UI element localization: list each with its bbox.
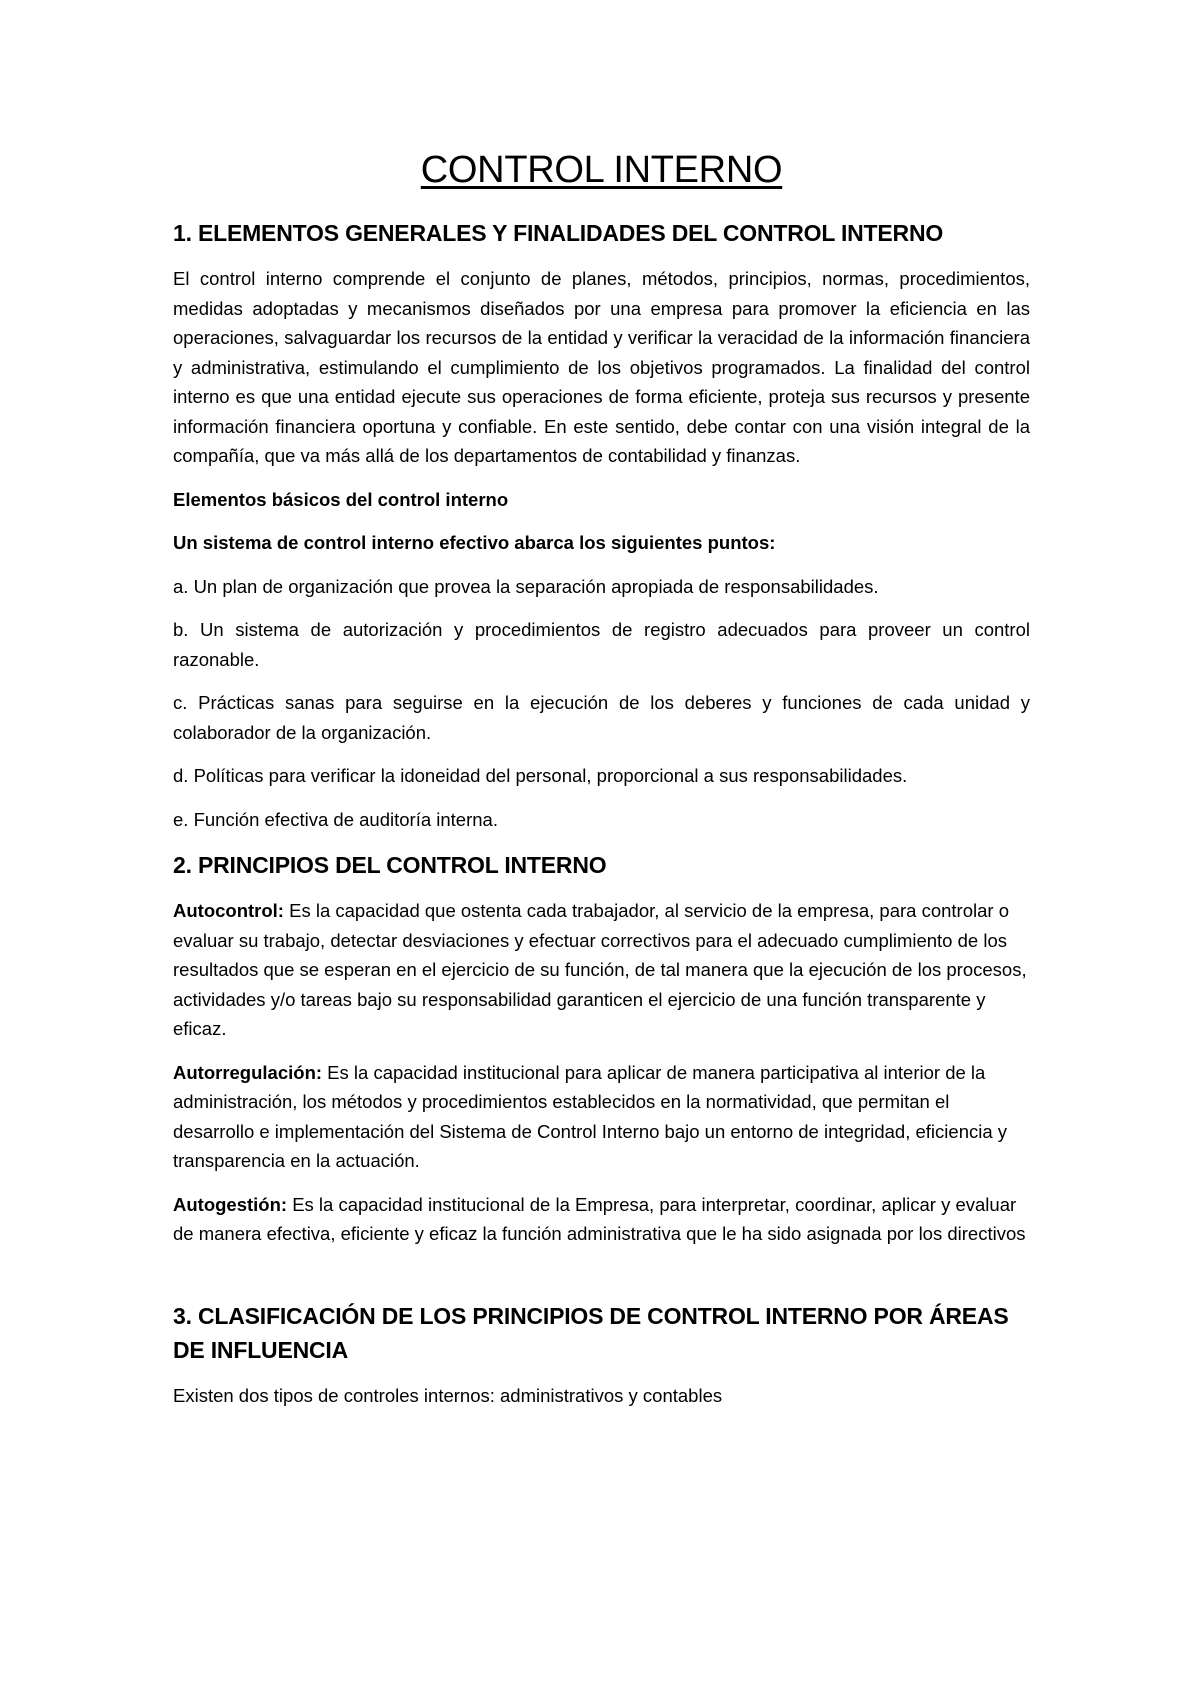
- list-item-b: b. Un sistema de autorización y procedimientos de registro adecuados para proveer un control razonable.: [173, 619, 1030, 670]
- principle-autocontrol: [173, 896, 1030, 1044]
- principle-text: Es la capacidad institucional de la Empresa, para interpretar, coordinar, aplicar y evaluar de manera efectiva, eficiente y eficaz la función administrativa que le ha sido asignada por los directivos: [173, 1193, 1026, 1244]
- principle-autorregulacion: [173, 1058, 1030, 1176]
- section-2-heading: 2. PRINCIPIOS DEL CONTROL INTERNO: [173, 852, 607, 878]
- principle-term: Autocontrol:: [173, 900, 284, 921]
- principle-term: Autogestión:: [173, 1193, 288, 1215]
- section-spacer: [173, 1263, 1030, 1299]
- list-item-c: c. Prácticas sanas para seguirse en la ejecución de los deberes y funciones de cada unidad y colaborador de la organización.: [173, 692, 1030, 743]
- list-item-d: d. Políticas para verificar la idoneidad del personal, proporcional a sus responsabilidades.: [173, 765, 908, 786]
- document-title: CONTROL INTERNO: [420, 149, 783, 191]
- section-1-paragraph: El control interno comprende el conjunto de planes, métodos, principios, normas, procedimientos, medidas adoptadas y mecanismos diseñados por una empresa para promover la eficiencia en las operaciones, salvaguardar los recursos de la entidad y verificar la veracidad de la información financiera y administrativa, estimulando el cumplimiento de los objetivos programados. La finalidad del control interno es que una entidad ejecute sus operaciones de forma eficiente, proteja sus recursos y presente información financiera oportuna y confiable. En este sentido, debe contar con una visión integral de la compañía, que va más allá de los departamentos de contabilidad y finanzas.: [173, 268, 1030, 466]
- list-item-e: e. Función efectiva de auditoría interna.: [173, 808, 498, 830]
- basic-elements-subheading: Elementos básicos del control interno: [173, 488, 509, 510]
- section-1-heading: 1. ELEMENTOS GENERALES Y FINALIDADES DEL CONTROL INTERNO: [173, 220, 944, 246]
- principle-autogestion: [173, 1190, 1030, 1249]
- effective-system-subheading: Un sistema de control interno efectivo abarca los siguientes puntos:: [173, 532, 776, 553]
- section-3-paragraph: Existen dos tipos de controles internos: administrativos y contables: [173, 1384, 723, 1406]
- principle-text: Es la capacidad que ostenta cada trabajador, al servicio de la empresa, para controlar o evaluar su trabajo, detectar desviaciones y efectuar correctivos para el adecuado cumplimiento de los resultados que se esperan en el ejercicio de su función, de tal manera que la ejecución de los procesos, actividades y/o tareas bajo su responsabilidad garanticen el ejercicio de una función transparente y eficaz.: [173, 900, 1027, 1039]
- principle-text: Es la capacidad institucional para aplicar de manera participativa al interior de la administración, los métodos y procedimientos establecidos en la normatividad, que permitan el desarrollo e implementación del Sistema de Control Interno bajo un entorno de integridad, eficiencia y transparencia en la actuación.: [173, 1061, 1008, 1171]
- list-item-a: a. Un plan de organización que provea la separación apropiada de responsabilidades.: [173, 575, 879, 597]
- section-3-heading: 3. CLASIFICACIÓN DE LOS PRINCIPIOS DE CONTROL INTERNO POR ÁREAS DE INFLUENCIA: [173, 1302, 1009, 1363]
- principle-term: Autorregulación:: [173, 1061, 323, 1083]
